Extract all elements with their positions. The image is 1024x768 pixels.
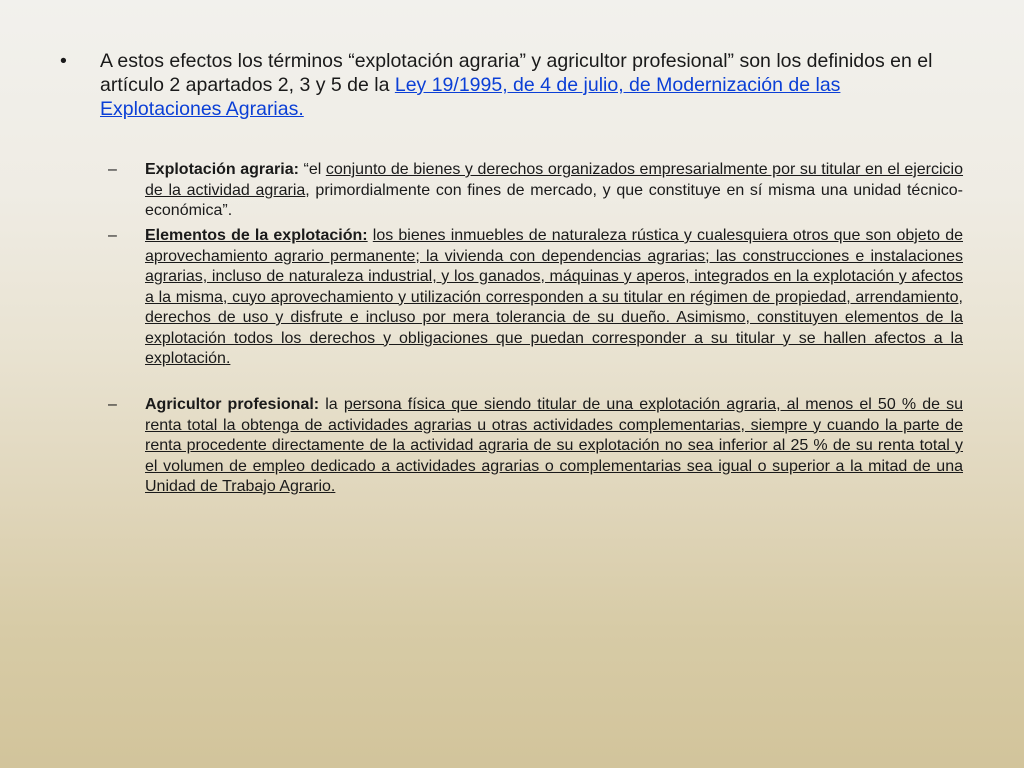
sub-item-text (145, 226, 963, 370)
dash-marker: – (108, 396, 117, 413)
bullet-marker: • (60, 50, 67, 72)
sub-item-text (145, 160, 963, 222)
main-bullet-text (100, 49, 940, 121)
sub-item-underlined: persona física que siendo titular de una explotación agraria, al menos el 50 % de su renta total la obtenga de actividades agrarias u otras actividades complementarias, siempre y cuando la parte de renta procedente directamente de la actividad agraria de su explotación no sea inferior al 25 % de su renta total y el volumen de empleo dedicado a actividades agrarias o complementarias sea igual o superior a la mitad de una Unidad de Trabajo Agrario (145, 396, 963, 495)
law-link[interactable]: Ley 19/1995, de 4 de julio, de Modernización de las Explotaciones Agrarias. (100, 74, 841, 120)
sub-item-elementos-explotacion (108, 226, 963, 370)
main-bullet-intro: A estos efectos los términos “explotación agraria” y agricultor profesional” son los definidos en el artículo 2 apartados 2, 3 y 5 de la (100, 50, 933, 96)
sub-item-underlined: conjunto de bienes y derechos organizados empresarialmente por su titular en el ejercicio de la actividad agraria (145, 161, 964, 199)
sub-item-term: Agricultor profesional: (145, 396, 320, 413)
dash-marker: – (108, 227, 117, 244)
sub-item-explotacion-agraria (108, 160, 963, 222)
sub-item-post: . (225, 350, 231, 367)
sub-item-pre: la (319, 396, 344, 413)
sub-item-pre: “el (298, 161, 326, 178)
sub-item-term: Elementos de la explotación: (145, 227, 368, 244)
sub-item-agricultor-profesional (108, 395, 963, 498)
dash-marker: – (108, 161, 117, 178)
sub-item-underlined: los bienes inmuebles de naturaleza rústica y cualesquiera otros que son objeto de aprovechamiento agrario permanente; la vivienda con dependencias agrarias; las construcciones e instalaciones agrarias, incluso de naturaleza industrial, y los ganados, máquinas y aperos, integrados en la explotación y afectos a la misma, cuyo aprovechamiento y utilización corresponden a su titular en régimen de propiedad, arrendamiento, derechos de uso y disfrute e incluso por mera tolerancia de su dueño. Asimismo, constituyen elementos de la explotación todos los derechos y obligaciones que puedan corresponder a su titular y se hallen afectos a la explotación (145, 227, 963, 367)
sub-item-term: Explotación agraria: (145, 161, 299, 178)
sub-item-post: . (330, 478, 336, 495)
sub-item-text (145, 395, 963, 498)
sub-item-post: , primordialmente con fines de mercado, y que constituye en sí misma una unidad técnico-económica”. (145, 181, 964, 219)
main-bullet (60, 49, 940, 121)
